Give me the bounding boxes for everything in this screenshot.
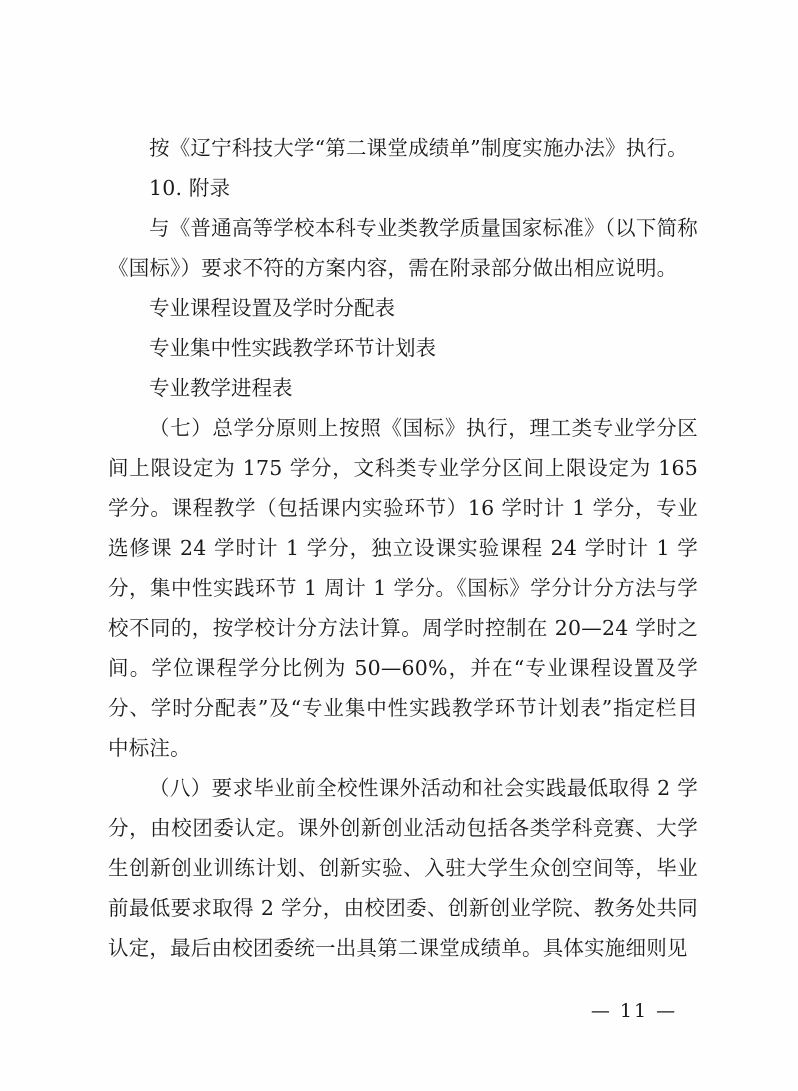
paragraph-national-standard: 与《普通高等学校本科专业类教学质量国家标准》（以下简称《国标》）要求不符的方案内容，需在附录部分做出相应说明。 (108, 216, 698, 280)
list-item-course-hours-table: 专业课程设置及学时分配表 (149, 296, 395, 320)
page-content (108, 128, 698, 968)
paragraph-item-seven: （七）总学分原则上按照《国标》执行，理工类专业学分区间上限设定为 175 学分，文科类专业学分区间上限设定为 165 学分。课程教学（包括课内实验环节）16 学时计 1 学分，专业选修课 24 学时计 1 学分，独立设课实验课程 24 学时计 1 学分，集中性实践环节 1 周计 1 学分。《国标》学分计分方法与学校不同的，按学校计分方法计算。周学时控制在 20—24 学时之间。学位课程学分比例为 50—60%，并在“专业课程设置及学分、学时分配表”及“专业集中性实践教学环节计划表”指定栏目中标注。 (108, 416, 698, 760)
paragraph-appendix-heading: 10. 附录 (149, 176, 231, 200)
paragraph-item-eight: （八）要求毕业前全校性课外活动和社会实践最低取得 2 学分，由校团委认定。课外创新创业活动包括各类学科竞赛、大学生创新创业训练计划、创新实验、入驻大学生众创空间等，毕业前最低要求取得 2 学分，由校团委、创新创业学院、教务处共同认定，最后由校团委统一出具第二课堂成绩单。具体实施细则见 (108, 776, 698, 960)
page-number: — 11 — (590, 1000, 678, 1022)
list-item-practice-plan-table: 专业集中性实践教学环节计划表 (149, 336, 436, 360)
page-footer (0, 1000, 798, 1022)
paragraph-second-classroom: 按《辽宁科技大学“第二课堂成绩单”制度实施办法》执行。 (149, 136, 688, 160)
list-item-teaching-schedule-table: 专业教学进程表 (149, 376, 293, 400)
